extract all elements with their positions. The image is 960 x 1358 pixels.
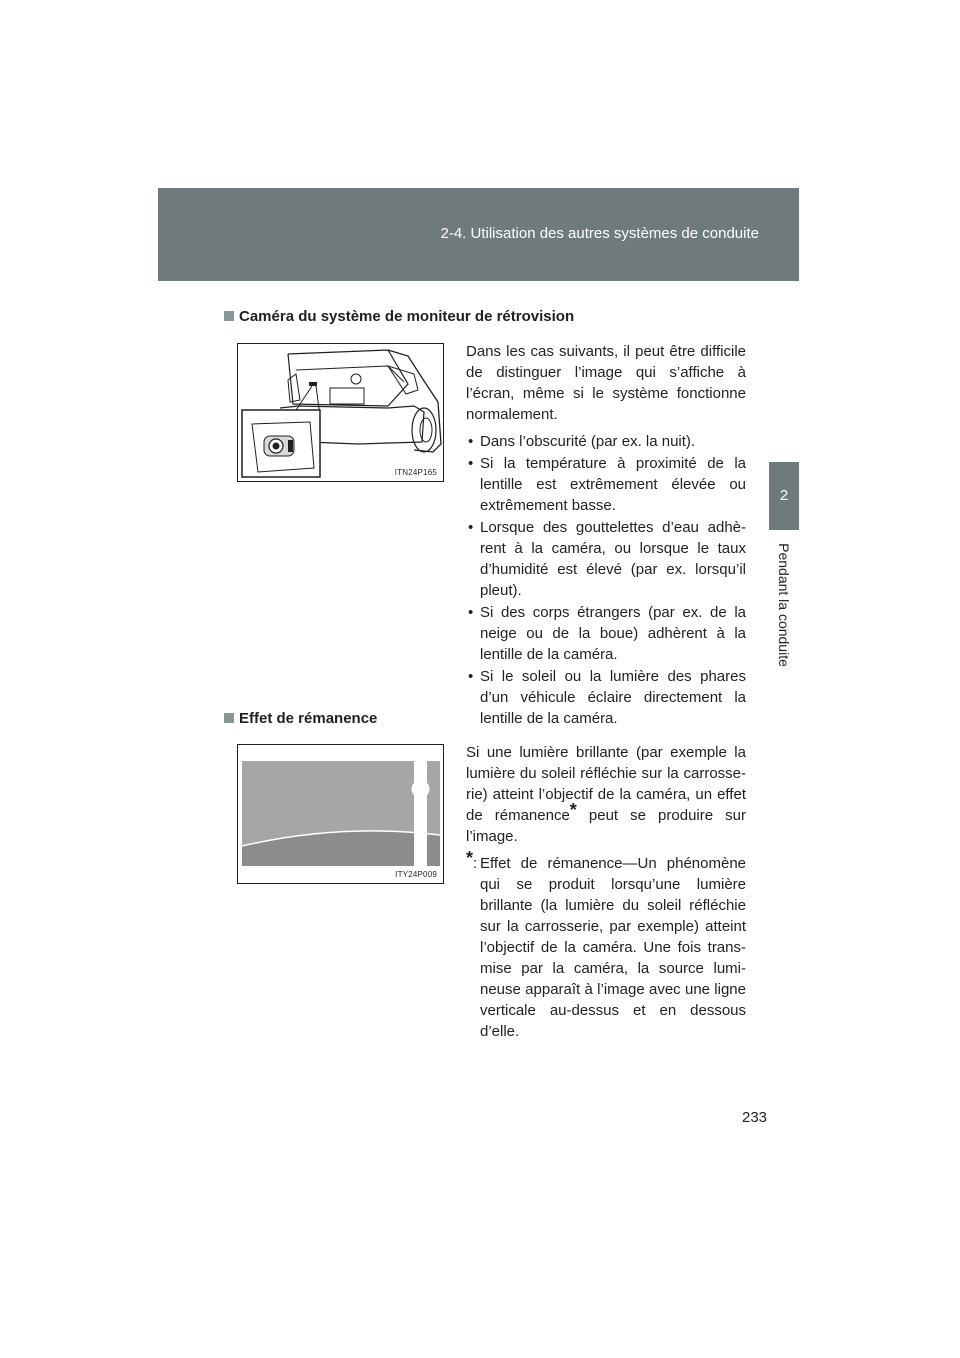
camera-intro-paragraph: Dans les cas suivants, il peut être difficile de distinguer l’image qui s’affiche à l’écran, même si le système fonctionne normalement. — [466, 343, 746, 423]
footnote-marker — [466, 848, 478, 874]
footnote-marker-colon: : — [473, 855, 478, 872]
smear-paragraph-start: Si une lumière brillante (par exemple la lumière du soleil réfléchie sur la carrosse-rie) atteint l’objectif de la caméra, un effet de rémanence — [466, 744, 746, 824]
list-item: • Si le soleil ou la lumière des phares d’un véhicule éclaire directement la lentille de la caméra. — [466, 666, 746, 729]
smear-effect-illustration — [237, 744, 444, 884]
list-item: • Si des corps étrangers (par ex. de la neige ou de la boue) adhèrent à la lentille de la caméra. — [466, 602, 746, 665]
list-item: • Lorsque des gouttelettes d’eau adhè-rent à la caméra, ou lorsque le taux d’humidité est élevé (par ex. lorsqu’il pleut). — [466, 517, 746, 601]
section-heading-smear-text: Effet de rémanence — [239, 710, 378, 727]
list-item: • Si la température à proximité de la lentille est extrêmement élevée ou extrêmement basse. — [466, 453, 746, 516]
chapter-tab — [769, 462, 799, 530]
smear-effect-text — [466, 742, 746, 1042]
footnote — [466, 848, 746, 1042]
list-item: • Dans l’obscurité (par ex. la nuit). — [466, 431, 746, 452]
chapter-header-band — [158, 188, 799, 281]
car-rear-camera-drawing — [238, 344, 443, 481]
smear-screen-drawing — [238, 745, 443, 883]
section-heading-smear — [224, 710, 377, 727]
smear-paragraph-end: peut se produire sur l’image. — [466, 807, 746, 845]
heading-square-icon — [224, 311, 234, 321]
page-number: 233 — [742, 1109, 768, 1126]
footnote-marker-asterisk: * — [466, 848, 474, 868]
footnote-asterisk: * — [569, 800, 577, 820]
camera-conditions-list — [466, 431, 746, 729]
camera-conditions-text — [466, 341, 746, 730]
section-heading-camera — [224, 308, 574, 325]
rear-camera-illustration — [237, 343, 444, 482]
heading-square-icon — [224, 713, 234, 723]
footnote-text: Effet de rémanence—Un phénomène qui se produit lorsqu’une lumière brillante (la lumière du soleil réfléchie sur la carrosserie, par exemple) atteint l’objectif de la caméra. Une fois trans-mise par la caméra, la source lumi-neuse apparaît à l’image avec une ligne verticale au-dessus et en dessous d’elle. — [480, 855, 746, 1040]
figure-code: ITN24P165 — [394, 468, 437, 477]
chapter-side-label: Pendant la conduite — [776, 543, 792, 667]
figure-code: ITY24P009 — [395, 870, 437, 879]
chapter-title: 2-4. Utilisation des autres systèmes de conduite — [440, 225, 759, 242]
section-heading-camera-text: Caméra du système de moniteur de rétrovision — [239, 308, 575, 325]
chapter-tab-number: 2 — [779, 487, 789, 504]
smear-paragraph — [466, 742, 746, 847]
